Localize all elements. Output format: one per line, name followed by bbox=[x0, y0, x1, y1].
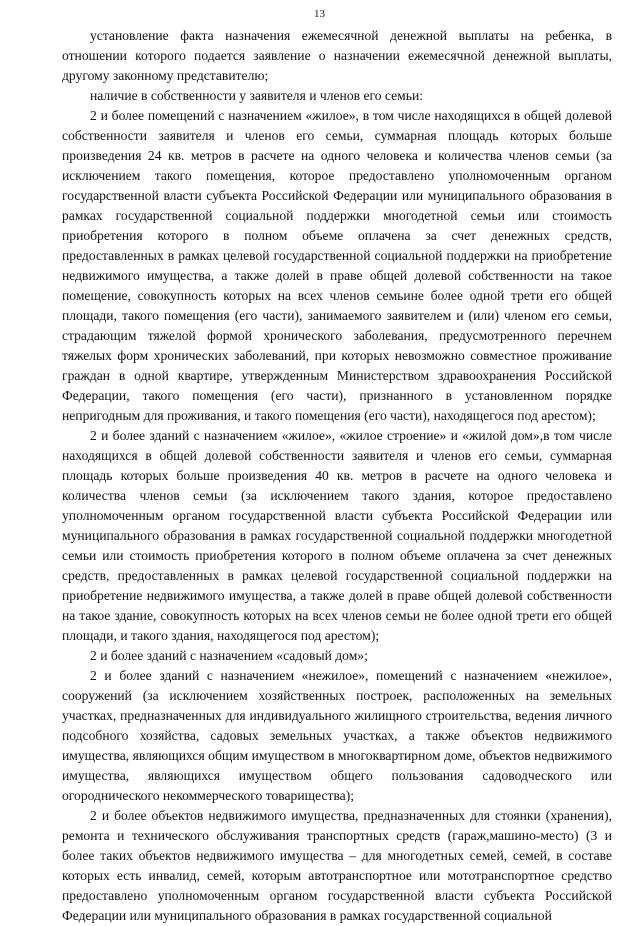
paragraph-residential-premises: 2 и более помещений с назначением «жилое», в том числе находящихся в общей долевой собственности заявителя и членов его семьи, суммарная площадь которых больше произведения 24 кв. метров в расчете на одного человека и количества членов семьи (за исключением такого помещения, которое предоставлено уполномоченным органом государственной власти субъекта Российской Федерации или муниципального образования в рамках государственной социальной поддержки многодетной семьи или стоимость приобретения которого в полном объеме оплачена за счет денежных средств, предоставленных в рамках целевой государственной социальной поддержки на приобретение недвижимого имущества, а также долей в праве общей долевой собственности на такое помещение, совокупность которых на всех членов семьине более одной трети его общей площади, такого помещения (его части), занимаемого заявителем и (или) членом его семьи, страдающим тяжелой формой хронического заболевания, предусмотренного перечнем тяжелых форм хронических заболеваний, при которых невозможно совместное проживание граждан в одной квартире, утвержденным Министерством здравоохранения Российской Федерации, такого помещения (его части), признанного в установленном порядке непригодным для проживания, и такого помещения (его части), находящегося под арестом); bbox=[62, 108, 612, 423]
paragraph-garden-houses: 2 и более зданий с назначением «садовый дом»; bbox=[90, 648, 368, 663]
paragraph-continuation: установление факта назначения ежемесячной денежной выплаты на ребенка, в отношении которого подается заявление о назначении ежемесячной денежной выплаты, другому законному представителю; bbox=[62, 28, 612, 83]
paragraph-ownership-intro: наличие в собственности у заявителя и членов его семьи: bbox=[90, 88, 423, 103]
paragraph-non-residential: 2 и более зданий с назначением «нежилое», помещений с назначением «нежилое», сооружений (за исключением хозяйственных построек, расположенных на земельных участках, предназначенных для индивидуального жилищного строительства, ведения личного подсобного хозяйства, садовых земельных участках, а также объектов недвижимого имущества, являющихся общим имуществом в многоквартирном доме, объектов недвижимого имущества, являющихся имуществом общего пользования садоводческого или огороднического некоммерческого товарищества); bbox=[62, 668, 612, 803]
paragraph-garages: 2 и более объектов недвижимого имущества, предназначенных для стоянки (хранения), ремонта и технического обслуживания транспортных средств (гараж,машино-место) (3 и более таких объектов недвижимого имущества – для многодетных семей, семей, в составе которых есть инвалид, семей, которым автотранспортное или мототранспортное средство предоставлено уполномоченным органом государственной власти субъекта Российской Федерации или муниципального образования в рамках государственной социальной bbox=[62, 808, 612, 923]
paragraph-residential-buildings: 2 и более зданий с назначением «жилое», «жилое строение» и «жилой дом»,в том числе находящихся в общей долевой собственности заявителя и членов его семьи, суммарная площадь которых больше произведения 40 кв. метров в расчете на одного человека и количества членов семьи (за исключением такого здания, которое предоставлено уполномоченным органом государственной власти субъекта Российской Федерации или муниципального образования в рамках государственной социальной поддержки многодетной семьи или стоимость приобретения которого в полном объеме оплачена за счет денежных средств, предоставленных в рамках целевой государственной социальной поддержки на приобретение недвижимого имущества, а также долей в праве общей долевой собственности на такое здание, совокупность которых на всех членов семьи не более одной трети его общей площади, и такого здания, находящегося под арестом); bbox=[62, 428, 612, 643]
document-body bbox=[62, 26, 612, 926]
page-number: 13 bbox=[314, 8, 325, 20]
